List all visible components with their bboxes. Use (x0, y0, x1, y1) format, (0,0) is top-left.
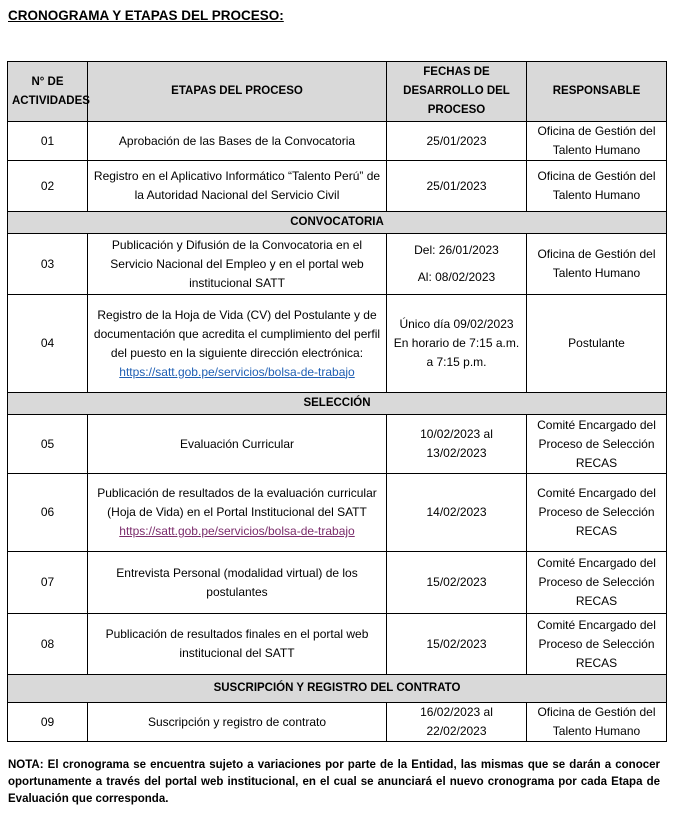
row-dates: 16/02/2023 al 22/02/2023 (387, 703, 527, 742)
header-responsible: RESPONSABLE (527, 62, 667, 122)
row-dates: 25/01/2023 (387, 161, 527, 212)
table-row (8, 161, 667, 212)
row-dates: 14/02/2023 (387, 474, 527, 552)
table-row (8, 415, 667, 474)
row-responsible: Comité Encargado del Proceso de Selección RECAS (527, 614, 667, 675)
row-num: 04 (8, 295, 88, 393)
row-stage: Publicación de resultados finales en el portal web institucional del SATT (88, 614, 387, 675)
row-num: 09 (8, 703, 88, 742)
date-start: Del: 26/01/2023 (414, 243, 499, 257)
row-responsible: Oficina de Gestión del Talento Humano (527, 122, 667, 161)
table-row (8, 295, 667, 393)
row-dates: 25/01/2023 (387, 122, 527, 161)
row-dates: 15/02/2023 (387, 552, 527, 614)
date-end: Al: 08/02/2023 (417, 270, 496, 284)
header-dates: FECHAS DE DESARROLLO DEL PROCESO (387, 62, 527, 122)
document-title: CRONOGRAMA Y ETAPAS DEL PROCESO: (8, 8, 284, 23)
section-title: SELECCIÓN (8, 393, 667, 415)
section-row-convocatoria (8, 212, 667, 234)
section-title: CONVOCATORIA (8, 212, 667, 234)
table-row (8, 614, 667, 675)
row-stage: Aprobación de las Bases de la Convocatoria (88, 122, 387, 161)
bolsa-de-trabajo-link[interactable]: https://satt.gob.pe/servicios/bolsa-de-trabajo (119, 364, 355, 379)
schedule-table (7, 61, 667, 742)
section-title: SUSCRIPCIÓN Y REGISTRO DEL CONTRATO (8, 675, 667, 703)
row-stage-text: Publicación de resultados de la evaluación curricular (Hoja de Vida) en el Portal Institucional del SATT (97, 486, 377, 519)
row-responsible: Comité Encargado del Proceso de Selección RECAS (527, 415, 667, 474)
row-num: 06 (8, 474, 88, 552)
table-row (8, 122, 667, 161)
section-row-suscripcion (8, 675, 667, 703)
row-num: 08 (8, 614, 88, 675)
row-dates: Único día 09/02/2023 En horario de 7:15 a.m. a 7:15 p.m. (387, 295, 527, 393)
row-responsible: Comité Encargado del Proceso de Selección RECAS (527, 474, 667, 552)
row-stage: Publicación y Difusión de la Convocatoria en el Servicio Nacional del Empleo y en el portal web institucional SATT (88, 234, 387, 295)
row-stage: Entrevista Personal (modalidad virtual) de los postulantes (88, 552, 387, 614)
header-stage: ETAPAS DEL PROCESO (88, 62, 387, 122)
row-num: 07 (8, 552, 88, 614)
row-stage: Registro en el Aplicativo Informático “Talento Perú” de la Autoridad Nacional del Servicio Civil (88, 161, 387, 212)
row-num: 01 (8, 122, 88, 161)
table-row (8, 552, 667, 614)
schedule-note: NOTA: El cronograma se encuentra sujeto a variaciones por parte de la Entidad, las mismas que se darán a conocer oportunamente a través del portal web institucional, en el cual se anunciará el nuevo cronograma por cada Etapa de Evaluación que corresponda. (8, 759, 660, 805)
row-responsible: Oficina de Gestión del Talento Humano (527, 161, 667, 212)
row-stage (88, 295, 387, 393)
table-header-row (8, 62, 667, 122)
row-num: 03 (8, 234, 88, 295)
header-num: N° DE ACTIVIDADES (8, 62, 88, 122)
row-dates (387, 234, 527, 295)
row-responsible: Comité Encargado del Proceso de Selección RECAS (527, 552, 667, 614)
section-row-seleccion (8, 393, 667, 415)
row-responsible: Oficina de Gestión del Talento Humano (527, 703, 667, 742)
row-stage (88, 474, 387, 552)
row-responsible: Postulante (527, 295, 667, 393)
table-row (8, 703, 667, 742)
table-row (8, 234, 667, 295)
row-num: 02 (8, 161, 88, 212)
row-stage-text: Registro de la Hoja de Vida (CV) del Postulante y de documentación que acredita el cumplimiento del perfil del puesto en la siguiente dirección electrónica: (93, 307, 381, 360)
row-responsible: Oficina de Gestión del Talento Humano (527, 234, 667, 295)
row-stage: Suscripción y registro de contrato (88, 703, 387, 742)
bolsa-de-trabajo-link[interactable]: https://satt.gob.pe/servicios/bolsa-de-trabajo (119, 524, 355, 538)
row-dates: 15/02/2023 (387, 614, 527, 675)
table-row (8, 474, 667, 552)
row-dates: 10/02/2023 al 13/02/2023 (387, 415, 527, 474)
row-num: 05 (8, 415, 88, 474)
row-stage: Evaluación Curricular (88, 415, 387, 474)
